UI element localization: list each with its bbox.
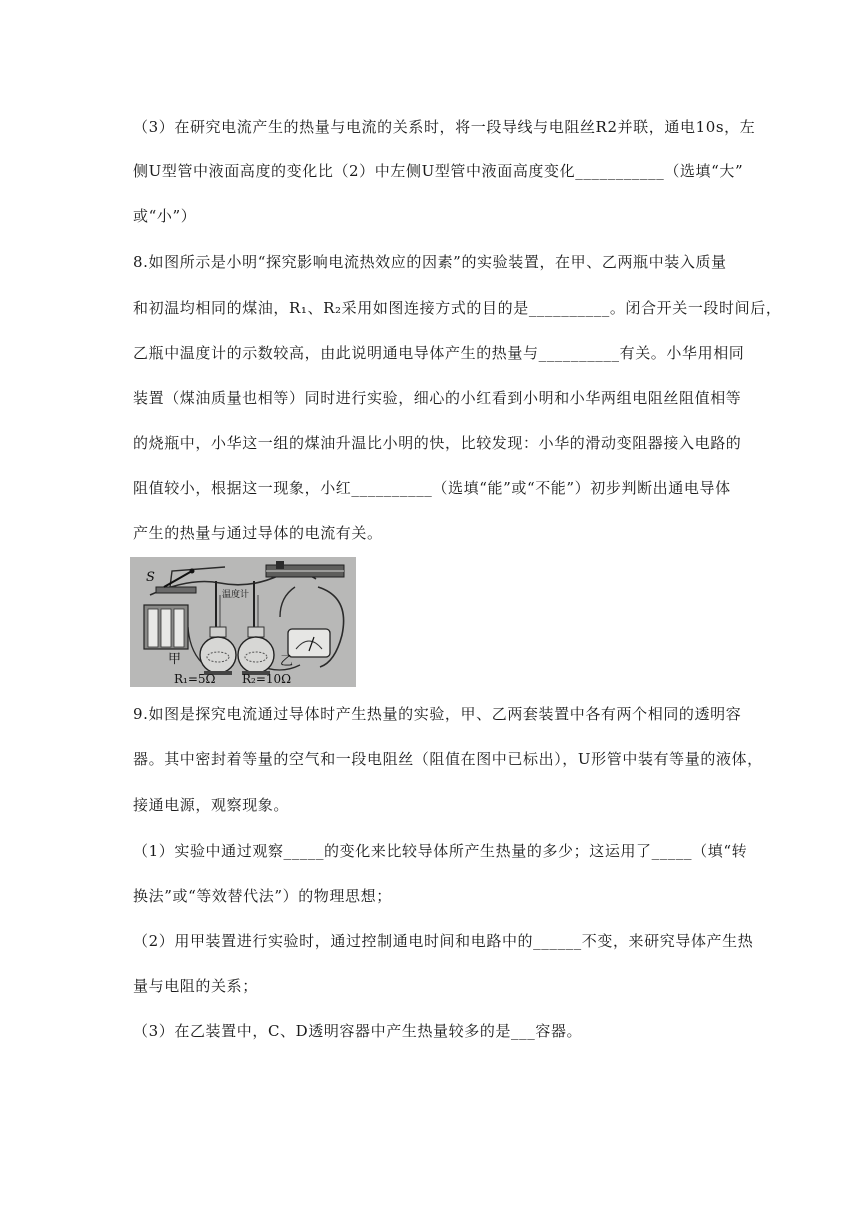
q8-line6: 阻值较小，根据这一现象，小红__________（选填“能”或“不能”）初步判断出通电导体	[133, 479, 731, 497]
q7-part3-line1: （3）在研究电流产生的热量与电流的关系时，将一段导线与电阻丝R2并联，通电10s，左	[133, 118, 756, 136]
q9-part1-line1: （1）实验中通过观察_____的变化来比较导体所产生热量的多少；这运用了_____（填“转	[133, 842, 748, 860]
q8-line5: 的烧瓶中，小华这一组的煤油升温比小明的快，比较发现：小华的滑动变阻器接入电路的	[133, 434, 742, 452]
label-r1: R₁=5Ω	[174, 672, 216, 686]
label-thermometer: 温度计	[222, 590, 250, 600]
q8-line4: 装置（煤油质量也相等）同时进行实验，细心的小红看到小明和小华两组电阻丝阻值相等	[133, 389, 742, 407]
q8-line1: 8.如图所示是小明“探究影响电流热效应的因素”的实验装置，在甲、乙两瓶中装入质量	[133, 253, 727, 271]
q8-line2: 和初温均相同的煤油，R₁、R₂采用如图连接方式的目的是__________。闭合开关一段时间后，	[133, 299, 782, 317]
q7-part3-line2: 侧U型管中液面高度的变化比（2）中左侧U型管中液面高度变化___________（选填“大”	[133, 162, 744, 180]
q9-line1: 9.如图是探究电流通过导体时产生热量的实验，甲、乙两套装置中各有两个相同的透明容	[133, 705, 742, 723]
q9-line2: 器。其中密封着等量的空气和一段电阻丝（阻值在图中已标出），U形管中装有等量的液体，	[133, 750, 763, 768]
label-s: S	[146, 570, 155, 585]
q9-part2-line2: 量与电阻的关系；	[133, 977, 258, 995]
q9-part2-line1: （2）用甲装置进行实验时，通过控制通电时间和电路中的______不变，来研究导体产生热	[133, 932, 754, 950]
q8-line7: 产生的热量与通过导体的电流有关。	[133, 524, 383, 542]
experiment-apparatus-figure	[130, 557, 356, 687]
q7-part3-line3: 或“小”）	[133, 207, 197, 225]
label-r2: R₂=10Ω	[242, 672, 292, 686]
q8-line3: 乙瓶中温度计的示数较高，由此说明通电导体产生的热量与__________有关。小华用相同	[133, 344, 745, 362]
q9-part1-line2: 换法”或“等效替代法”）的物理思想；	[133, 887, 392, 905]
battery-pack	[144, 605, 188, 649]
q9-part3-line1: （3）在乙装置中，C、D透明容器中产生热量较多的是___容器。	[133, 1022, 583, 1040]
label-yi: 乙	[280, 654, 294, 669]
q9-line3: 接通电源，观察现象。	[133, 796, 290, 814]
label-jia: 甲	[168, 652, 182, 667]
